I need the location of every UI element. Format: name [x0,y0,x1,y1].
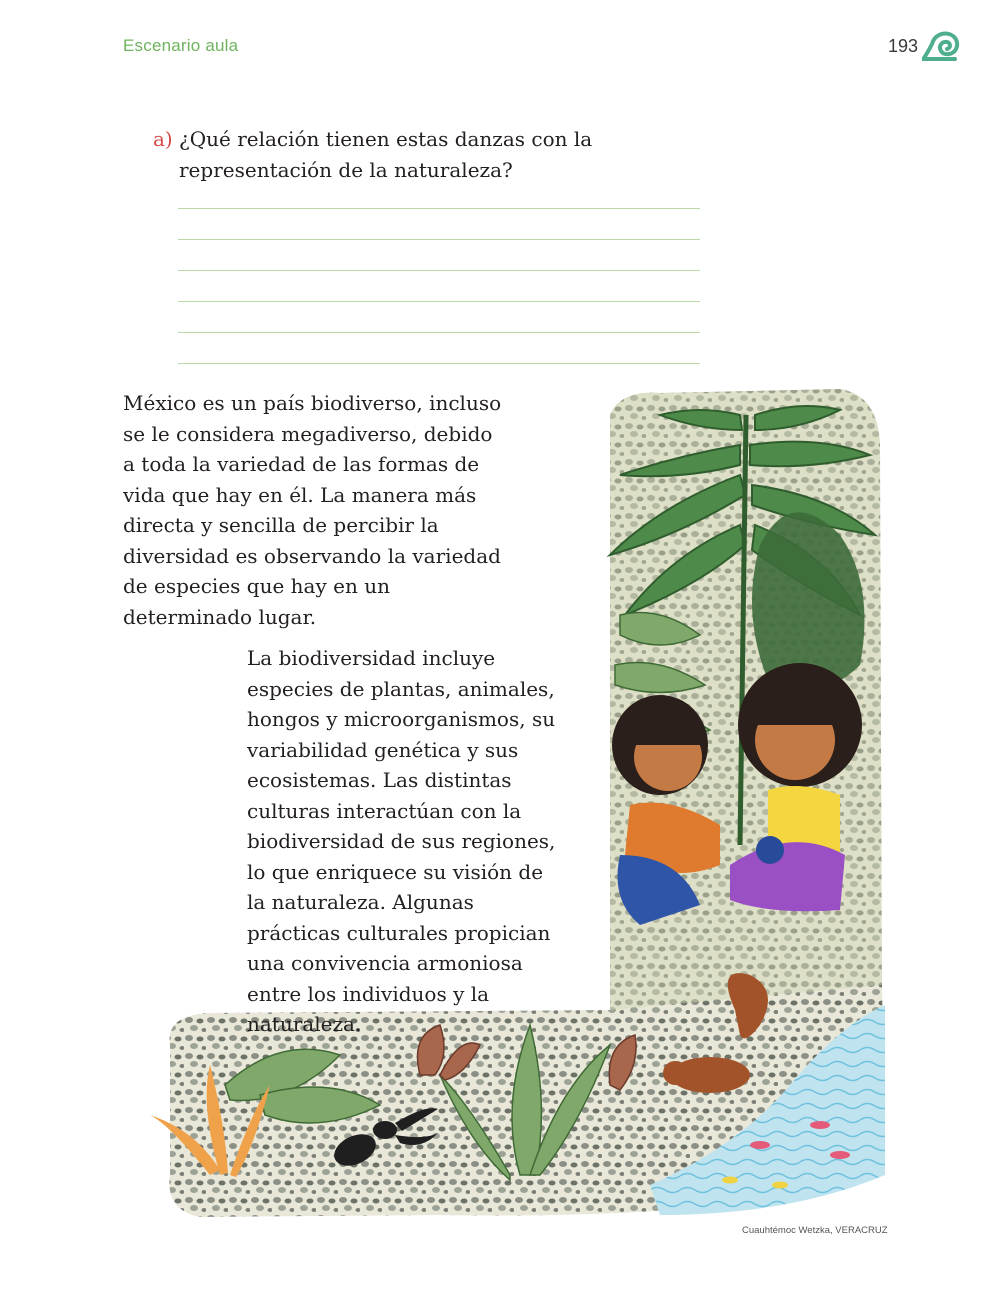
page-number: 193 [888,36,919,56]
snail-icon [922,30,960,62]
section-title: Escenario aula [123,36,239,55]
answer-line[interactable] [178,240,700,271]
answer-line[interactable] [178,271,700,302]
answer-line[interactable] [178,302,700,333]
answer-lines[interactable] [178,208,700,364]
question-text: ¿Qué relación tienen estas danzas con la representación de la naturaleza? [179,127,593,182]
answer-line[interactable] [178,208,700,240]
illustration-credit: Cuauhtémoc Wetzka, VERACRUZ [742,1225,888,1236]
answer-line [178,333,700,364]
question-marker: a) [153,127,173,151]
biodiversity-paragraph: La biodiversidad incluye especies de plantas, animales, hongos y microorganismos, su variabilidad genética y sus ecosistemas. Las distintas culturas interactúan con la biodiversidad de sus regiones, lo que enriquece su visión de la naturaleza. Algunas prácticas culturales propician una convivencia armoniosa entre los individuos y la naturaleza. [247,646,556,1036]
intro-paragraph: México es un país biodiverso, incluso se le considera megadiverso, debido a toda la variedad de las formas de vida que hay en él. La manera más directa y sencilla de percibir la diversidad es observando la variedad de especies que hay en un determinado lugar. [123,391,502,629]
